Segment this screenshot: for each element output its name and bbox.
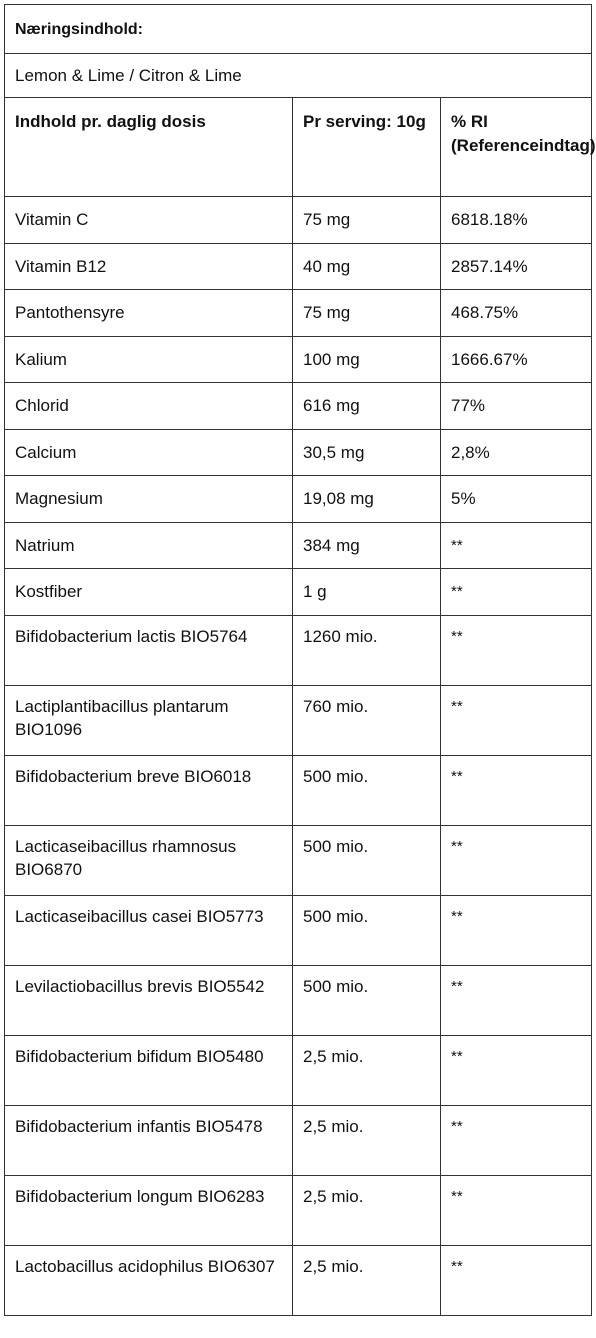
table-row	[5, 569, 592, 616]
nutrient-name: Bifidobacterium bifidum BIO5480	[5, 1035, 293, 1105]
table-row	[5, 383, 592, 430]
table-row	[5, 1175, 592, 1245]
nutrient-name: Lactobacillus acidophilus BIO6307	[5, 1245, 293, 1315]
nutrient-ri: 1666.67%	[441, 336, 592, 383]
nutrient-ri: **	[441, 522, 592, 569]
nutrient-ri: 6818.18%	[441, 197, 592, 244]
nutrient-ri: 2857.14%	[441, 243, 592, 290]
nutrient-ri: 5%	[441, 476, 592, 523]
nutrient-ri: **	[441, 1175, 592, 1245]
header-row	[5, 98, 592, 197]
nutrient-name: Bifidobacterium breve BIO6018	[5, 755, 293, 825]
table-row	[5, 429, 592, 476]
table-title: Næringsindhold:	[5, 5, 592, 54]
table-row	[5, 895, 592, 965]
nutrient-name: Bifidobacterium infantis BIO5478	[5, 1105, 293, 1175]
nutrient-amount: 30,5 mg	[293, 429, 441, 476]
nutrient-ri: **	[441, 895, 592, 965]
flavor-label: Lemon & Lime / Citron & Lime	[5, 54, 592, 98]
table-row	[5, 685, 592, 755]
table-row	[5, 825, 592, 895]
table-row	[5, 336, 592, 383]
nutrient-name: Bifidobacterium lactis BIO5764	[5, 615, 293, 685]
nutrient-name: Pantothensyre	[5, 290, 293, 337]
nutrient-ri: **	[441, 1105, 592, 1175]
nutrient-name: Lacticaseibacillus rhamnosus BIO6870	[5, 825, 293, 895]
nutrient-amount: 2,5 mio.	[293, 1105, 441, 1175]
nutrient-name: Bifidobacterium longum BIO6283	[5, 1175, 293, 1245]
header-ri: % RI (Referenceindtag)	[441, 98, 592, 197]
table-row	[5, 755, 592, 825]
nutrient-name: Levilactiobacillus brevis BIO5542	[5, 965, 293, 1035]
nutrient-name: Lacticaseibacillus casei BIO5773	[5, 895, 293, 965]
table-row	[5, 476, 592, 523]
nutrient-amount: 19,08 mg	[293, 476, 441, 523]
nutrient-amount: 100 mg	[293, 336, 441, 383]
nutrient-amount: 75 mg	[293, 290, 441, 337]
nutrient-amount: 500 mio.	[293, 755, 441, 825]
nutrient-ri: **	[441, 685, 592, 755]
table-title-row	[5, 5, 592, 54]
table-row	[5, 1035, 592, 1105]
nutrient-ri: **	[441, 755, 592, 825]
nutrient-amount: 500 mio.	[293, 895, 441, 965]
nutrient-ri: 2,8%	[441, 429, 592, 476]
nutrient-amount: 75 mg	[293, 197, 441, 244]
nutrient-amount: 2,5 mio.	[293, 1175, 441, 1245]
nutrient-name: Magnesium	[5, 476, 293, 523]
table-row	[5, 1105, 592, 1175]
table-row	[5, 1245, 592, 1315]
header-serving: Pr serving: 10g	[293, 98, 441, 197]
nutrient-name: Chlorid	[5, 383, 293, 430]
nutrient-amount: 1 g	[293, 569, 441, 616]
table-row	[5, 615, 592, 685]
nutrient-amount: 616 mg	[293, 383, 441, 430]
nutrient-amount: 500 mio.	[293, 825, 441, 895]
nutrient-ri: 77%	[441, 383, 592, 430]
flavor-row	[5, 54, 592, 98]
table-row	[5, 290, 592, 337]
nutrient-name: Kalium	[5, 336, 293, 383]
nutrient-amount: 2,5 mio.	[293, 1245, 441, 1315]
nutrient-ri: **	[441, 569, 592, 616]
nutrient-name: Vitamin C	[5, 197, 293, 244]
nutrient-ri: **	[441, 1035, 592, 1105]
nutrient-amount: 1260 mio.	[293, 615, 441, 685]
table-row	[5, 197, 592, 244]
nutrient-name: Vitamin B12	[5, 243, 293, 290]
nutrient-ri: **	[441, 1245, 592, 1315]
nutrient-name: Natrium	[5, 522, 293, 569]
nutrient-ri: **	[441, 825, 592, 895]
nutrient-amount: 760 mio.	[293, 685, 441, 755]
nutrient-amount: 2,5 mio.	[293, 1035, 441, 1105]
nutrient-name: Kostfiber	[5, 569, 293, 616]
nutrition-table	[4, 4, 596, 1316]
table-row	[5, 243, 592, 290]
nutrient-name: Lactiplantibacillus plantarum BIO1096	[5, 685, 293, 755]
nutrient-amount: 384 mg	[293, 522, 441, 569]
nutrient-amount: 40 mg	[293, 243, 441, 290]
nutrient-ri: 468.75%	[441, 290, 592, 337]
nutrient-amount: 500 mio.	[293, 965, 441, 1035]
table-row	[5, 965, 592, 1035]
table-row	[5, 522, 592, 569]
header-nutrient: Indhold pr. daglig dosis	[5, 98, 293, 197]
nutrient-ri: **	[441, 615, 592, 685]
nutrient-ri: **	[441, 965, 592, 1035]
nutrient-name: Calcium	[5, 429, 293, 476]
